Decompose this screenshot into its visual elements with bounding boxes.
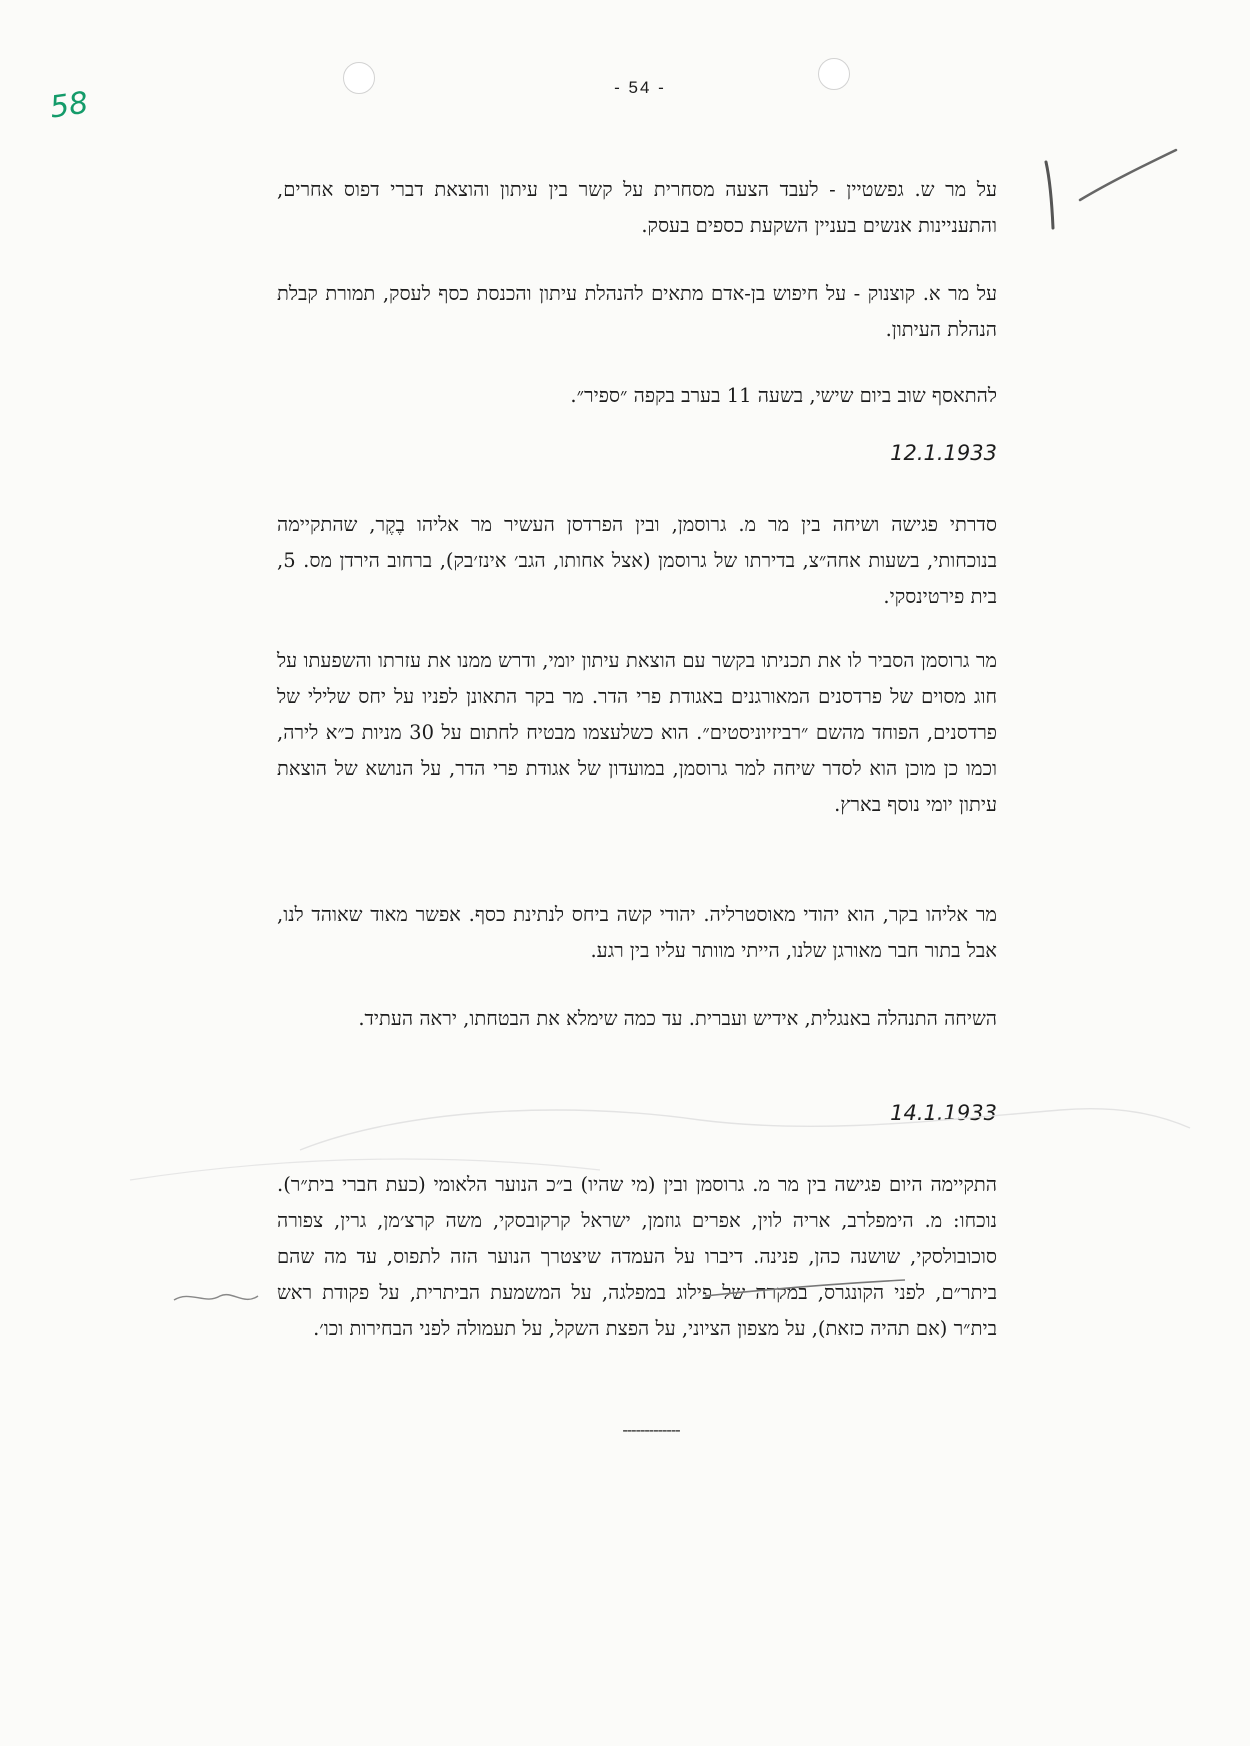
faint-bleedthrough-scribble-2: [130, 1159, 600, 1180]
handwritten-page-number: 58: [47, 85, 91, 126]
paragraph-grossman-plan: מר גרוסמן הסביר לו את תכניתו בקשר עם הוצאת עיתון יומי, ודרש ממנו את עזרתו והשפעתו על חוג מסוים של פרדסנים המאורגנים באגודת פרי הדר. מר בקר התאונן לפניו על יחס שלילי של פרדסנים, הפוחד מהשם ״רביזיוניסטים״. הוא כשלעצמו מבטיח לחתום על 30 מניות כ״א לירה, וכמו כן מוכן הוא לסדר שיחה למר גרוסמן, במועדון של אגודת פרי הדר, על הנושא של הוצאת עיתון יומי נוסף בארץ.: [277, 649, 997, 816]
pencil-diagonal-stroke: [1080, 150, 1176, 200]
paragraph-meeting-cafe: להתאסף שוב ביום שישי, בשעה 11 בערב בקפה ״ספיר״.: [570, 384, 997, 407]
end-separator: -------------: [622, 1420, 680, 1439]
paragraph-eliyahu-beker: מר אליהו בקר, הוא יהודי מאוסטרליה. יהודי קשה ביחס לנתינת כסף. אפשר מאוד שאוהד לנו, אבל בתור חבר מאורגן שלנו, הייתי מוותר עליו בין רגע.: [277, 903, 997, 962]
page-number: - 54 -: [614, 78, 666, 97]
paragraph-kotsnok: על מר א. קוצנוק - על חיפוש בן-אדם מתאים להנהלת עיתון והכנסת כסף לעסק, תמורת קבלת הנהלת העיתון.: [277, 282, 997, 341]
entry-date-2: 14.1.1933: [890, 1101, 997, 1125]
paragraph-grossman-beker-meeting: סדרתי פגישה ושיחה בין מר מ. גרוסמן, ובין הפרדסן העשיר מר אליהו בֶקֶר, שהתקיימה בנוכחותי, בשעות אחה״צ, בדירתו של גרוסמן (אצל אחותו, הגב׳ אינז׳בק), ברחוב הירדן מס. 5, בית פירטינסקי.: [277, 513, 997, 608]
paragraph-betar-meeting: התקיימה היום פגישה בין מר מ. גרוסמן ובין (מי שהיו) ב״כ הנוער הלאומי (כעת חברי בית״ר). נוכחו: מ. הימפלרב, אריה לוין, אפרים גוזמן, ישראל קרקובסקי, משה קרצ׳מן, גרין, צפורה סוכובולסקי, שושנה כהן, פנינה. דיברו על העמדה שיצטרך הנוער הזה לתפוס, עד מה שהם ביתר״ם, לפני הקונגרס, במקרה של פילוג במפלגה, על המשמעת הביתרית, על פקודת ראש בית״ר (אם תהיה כזאת), על מצפון הציוני, על הפצת השקל, על תעמולה לפני הבחירות וכו׳.: [277, 1173, 997, 1340]
pencil-vertical-stroke: [1046, 162, 1053, 228]
paragraph-conversation-languages: השיחה התנהלה באנגלית, אידיש ועברית. עד כמה שימלא את הבטחתו, יראה העתיד.: [358, 1007, 997, 1030]
faint-bleedthrough-scribble: [300, 1109, 1190, 1150]
pencil-margin-mark: [174, 1295, 258, 1300]
paragraph-gefstein: על מר ש. גפשטיין - לעבד הצעה מסחרית על קשר בין עיתון והוצאת דברי דפוס אחרים, והתעניינות אנשים בעניין השקעת כספים בעסק.: [277, 178, 997, 237]
pencil-underline: [705, 1280, 905, 1296]
entry-date-1: 12.1.1933: [890, 441, 997, 465]
